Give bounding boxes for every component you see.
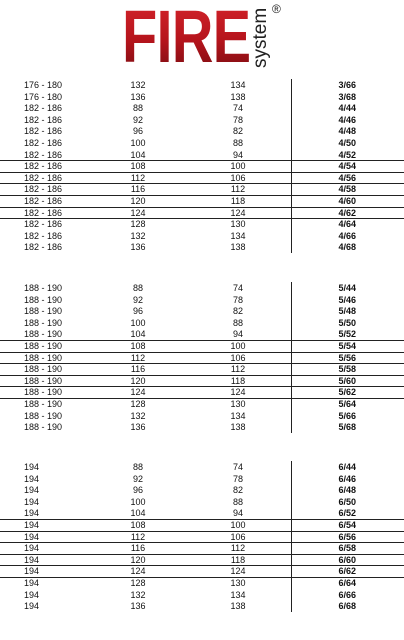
chest-size: 100 bbox=[130, 497, 146, 507]
table-group bbox=[0, 461, 404, 614]
chest-size: 88 bbox=[132, 462, 143, 472]
chest-size: 88 bbox=[132, 283, 143, 293]
registered-mark: ® bbox=[272, 2, 281, 16]
chest-size: 124 bbox=[130, 566, 146, 576]
table-group bbox=[0, 282, 404, 435]
waist-size: 78 bbox=[232, 115, 243, 125]
table-row bbox=[0, 305, 404, 317]
fire-system-logo bbox=[122, 0, 302, 78]
chest-size: 100 bbox=[130, 138, 146, 148]
waist-size: 118 bbox=[230, 196, 246, 206]
height-range: 194 bbox=[24, 543, 40, 553]
height-range: 188 - 190 bbox=[24, 399, 63, 409]
size-code: 6/44 bbox=[338, 462, 356, 472]
chest-size: 120 bbox=[130, 376, 146, 386]
height-range: 194 bbox=[24, 508, 40, 518]
waist-size: 124 bbox=[230, 566, 246, 576]
size-code: 5/58 bbox=[338, 364, 356, 374]
waist-size: 130 bbox=[230, 399, 246, 409]
table-row bbox=[0, 600, 404, 612]
size-code: 4/62 bbox=[338, 208, 356, 218]
chest-size: 112 bbox=[130, 353, 146, 363]
height-range: 194 bbox=[24, 497, 40, 507]
size-code: 5/46 bbox=[338, 295, 356, 305]
height-range: 194 bbox=[24, 462, 40, 472]
size-code: 6/48 bbox=[338, 485, 356, 495]
table-row bbox=[0, 183, 404, 195]
size-code: 6/68 bbox=[338, 601, 356, 611]
height-range: 194 bbox=[24, 555, 40, 565]
size-code: 4/48 bbox=[338, 126, 356, 136]
chest-size: 136 bbox=[130, 242, 146, 252]
waist-size: 78 bbox=[232, 295, 243, 305]
chest-size: 96 bbox=[132, 126, 143, 136]
height-range: 194 bbox=[24, 520, 40, 530]
table-row bbox=[0, 102, 404, 114]
waist-size: 124 bbox=[230, 208, 246, 218]
waist-size: 78 bbox=[232, 474, 243, 484]
height-range: 188 - 190 bbox=[24, 318, 63, 328]
chest-size: 120 bbox=[130, 555, 146, 565]
waist-size: 138 bbox=[230, 601, 246, 611]
waist-size: 118 bbox=[230, 555, 246, 565]
table-row bbox=[0, 137, 404, 149]
chest-size: 132 bbox=[130, 80, 146, 90]
size-code: 4/68 bbox=[338, 242, 356, 252]
height-range: 188 - 190 bbox=[24, 411, 63, 421]
size-code: 5/64 bbox=[338, 399, 356, 409]
height-range: 194 bbox=[24, 474, 40, 484]
waist-size: 134 bbox=[230, 590, 246, 600]
size-code: 5/50 bbox=[338, 318, 356, 328]
size-code: 4/66 bbox=[338, 231, 356, 241]
size-code: 4/54 bbox=[338, 161, 356, 171]
height-range: 188 - 190 bbox=[24, 329, 63, 339]
waist-size: 112 bbox=[230, 364, 246, 374]
chest-size: 96 bbox=[132, 306, 143, 316]
height-range: 182 - 186 bbox=[24, 138, 63, 148]
table-row bbox=[0, 386, 404, 398]
chest-size: 112 bbox=[130, 532, 146, 542]
height-range: 182 - 186 bbox=[24, 219, 63, 229]
size-code: 4/58 bbox=[338, 184, 356, 194]
size-code: 3/66 bbox=[338, 80, 356, 90]
chest-size: 104 bbox=[130, 150, 146, 160]
size-code: 6/54 bbox=[338, 520, 356, 530]
table-row bbox=[0, 218, 404, 230]
waist-size: 106 bbox=[230, 353, 246, 363]
height-range: 182 - 186 bbox=[24, 173, 63, 183]
height-range: 188 - 190 bbox=[24, 364, 63, 374]
height-range: 182 - 186 bbox=[24, 103, 63, 113]
chest-size: 128 bbox=[130, 399, 146, 409]
chest-size: 116 bbox=[130, 184, 146, 194]
height-range: 194 bbox=[24, 578, 40, 588]
table-row bbox=[0, 79, 404, 91]
size-code: 5/44 bbox=[338, 283, 356, 293]
chest-size: 136 bbox=[130, 601, 146, 611]
chest-size: 92 bbox=[132, 474, 143, 484]
waist-size: 134 bbox=[230, 80, 246, 90]
table-row bbox=[0, 421, 404, 433]
size-code: 5/52 bbox=[338, 329, 356, 339]
height-range: 194 bbox=[24, 601, 40, 611]
logo-wordmark: FIRE bbox=[122, 0, 251, 78]
size-code: 6/58 bbox=[338, 543, 356, 553]
height-range: 194 bbox=[24, 485, 40, 495]
size-code: 5/68 bbox=[338, 422, 356, 432]
chest-size: 128 bbox=[130, 219, 146, 229]
waist-size: 100 bbox=[230, 161, 246, 171]
table-row bbox=[0, 125, 404, 137]
size-code: 6/60 bbox=[338, 555, 356, 565]
chest-size: 124 bbox=[130, 387, 146, 397]
height-range: 182 - 186 bbox=[24, 126, 63, 136]
chest-size: 128 bbox=[130, 578, 146, 588]
waist-size: 118 bbox=[230, 376, 246, 386]
height-range: 182 - 186 bbox=[24, 231, 63, 241]
height-range: 194 bbox=[24, 590, 40, 600]
size-code: 4/52 bbox=[338, 150, 356, 160]
size-code: 4/56 bbox=[338, 173, 356, 183]
waist-size: 130 bbox=[230, 219, 246, 229]
waist-size: 130 bbox=[230, 578, 246, 588]
size-code: 5/60 bbox=[338, 376, 356, 386]
size-code: 6/52 bbox=[338, 508, 356, 518]
chest-size: 104 bbox=[130, 508, 146, 518]
size-code: 6/64 bbox=[338, 578, 356, 588]
height-range: 194 bbox=[24, 532, 40, 542]
height-range: 188 - 190 bbox=[24, 387, 63, 397]
waist-size: 82 bbox=[232, 306, 243, 316]
waist-size: 112 bbox=[230, 543, 246, 553]
table-row bbox=[0, 398, 404, 410]
waist-size: 106 bbox=[230, 532, 246, 542]
table-row bbox=[0, 363, 404, 375]
height-range: 176 - 180 bbox=[24, 80, 63, 90]
waist-size: 138 bbox=[230, 242, 246, 252]
chest-size: 92 bbox=[132, 115, 143, 125]
size-code: 5/48 bbox=[338, 306, 356, 316]
size-code: 6/62 bbox=[338, 566, 356, 576]
waist-size: 94 bbox=[232, 150, 243, 160]
chest-size: 100 bbox=[130, 318, 146, 328]
size-code: 6/56 bbox=[338, 532, 356, 542]
waist-size: 94 bbox=[232, 508, 243, 518]
height-range: 188 - 190 bbox=[24, 295, 63, 305]
chest-size: 124 bbox=[130, 208, 146, 218]
size-code: 6/66 bbox=[338, 590, 356, 600]
height-range: 188 - 190 bbox=[24, 376, 63, 386]
chest-size: 112 bbox=[130, 173, 146, 183]
table-row bbox=[0, 328, 404, 340]
height-range: 188 - 190 bbox=[24, 341, 63, 351]
waist-size: 134 bbox=[230, 231, 246, 241]
waist-size: 106 bbox=[230, 173, 246, 183]
height-range: 188 - 190 bbox=[24, 422, 63, 432]
table-row bbox=[0, 241, 404, 253]
waist-size: 138 bbox=[230, 422, 246, 432]
height-range: 182 - 186 bbox=[24, 242, 63, 252]
table-row bbox=[0, 565, 404, 577]
height-range: 182 - 186 bbox=[24, 115, 63, 125]
waist-size: 82 bbox=[232, 126, 243, 136]
height-range: 182 - 186 bbox=[24, 196, 63, 206]
table-row bbox=[0, 282, 404, 294]
chest-size: 96 bbox=[132, 485, 143, 495]
height-range: 182 - 186 bbox=[24, 208, 63, 218]
size-code: 5/62 bbox=[338, 387, 356, 397]
waist-size: 88 bbox=[232, 318, 243, 328]
waist-size: 112 bbox=[230, 184, 246, 194]
table-row bbox=[0, 484, 404, 496]
chest-size: 132 bbox=[130, 411, 146, 421]
size-code: 6/46 bbox=[338, 474, 356, 484]
chest-size: 136 bbox=[130, 92, 146, 102]
height-range: 182 - 186 bbox=[24, 184, 63, 194]
chest-size: 116 bbox=[130, 543, 146, 553]
size-code: 5/54 bbox=[338, 341, 356, 351]
waist-size: 88 bbox=[232, 497, 243, 507]
size-code: 6/50 bbox=[338, 497, 356, 507]
table-group bbox=[0, 79, 404, 255]
table-row bbox=[0, 507, 404, 519]
chest-size: 132 bbox=[130, 590, 146, 600]
waist-size: 88 bbox=[232, 138, 243, 148]
size-code: 4/50 bbox=[338, 138, 356, 148]
chest-size: 120 bbox=[130, 196, 146, 206]
waist-size: 100 bbox=[230, 520, 246, 530]
table-row bbox=[0, 461, 404, 473]
chest-size: 108 bbox=[130, 161, 146, 171]
waist-size: 74 bbox=[232, 103, 243, 113]
height-range: 194 bbox=[24, 566, 40, 576]
table-row bbox=[0, 542, 404, 554]
table-row bbox=[0, 160, 404, 172]
table-row bbox=[0, 195, 404, 207]
size-code: 4/60 bbox=[338, 196, 356, 206]
waist-size: 138 bbox=[230, 92, 246, 102]
size-code: 3/68 bbox=[338, 92, 356, 102]
size-code: 4/64 bbox=[338, 219, 356, 229]
chest-size: 116 bbox=[130, 364, 146, 374]
height-range: 188 - 190 bbox=[24, 283, 63, 293]
chest-size: 92 bbox=[132, 295, 143, 305]
chest-size: 136 bbox=[130, 422, 146, 432]
table-row bbox=[0, 340, 404, 352]
height-range: 188 - 190 bbox=[24, 306, 63, 316]
height-range: 182 - 186 bbox=[24, 161, 63, 171]
logo-subtitle: system bbox=[250, 7, 271, 68]
chest-size: 132 bbox=[130, 231, 146, 241]
waist-size: 100 bbox=[230, 341, 246, 351]
size-code: 4/46 bbox=[338, 115, 356, 125]
size-code: 5/56 bbox=[338, 353, 356, 363]
height-range: 182 - 186 bbox=[24, 150, 63, 160]
chest-size: 108 bbox=[130, 520, 146, 530]
table-row bbox=[0, 519, 404, 531]
waist-size: 134 bbox=[230, 411, 246, 421]
chest-size: 108 bbox=[130, 341, 146, 351]
height-range: 188 - 190 bbox=[24, 353, 63, 363]
chest-size: 104 bbox=[130, 329, 146, 339]
waist-size: 82 bbox=[232, 485, 243, 495]
chest-size: 88 bbox=[132, 103, 143, 113]
waist-size: 94 bbox=[232, 329, 243, 339]
size-code: 5/66 bbox=[338, 411, 356, 421]
table-row bbox=[0, 577, 404, 589]
waist-size: 74 bbox=[232, 283, 243, 293]
waist-size: 74 bbox=[232, 462, 243, 472]
height-range: 176 - 180 bbox=[24, 92, 63, 102]
waist-size: 124 bbox=[230, 387, 246, 397]
size-code: 4/44 bbox=[338, 103, 356, 113]
